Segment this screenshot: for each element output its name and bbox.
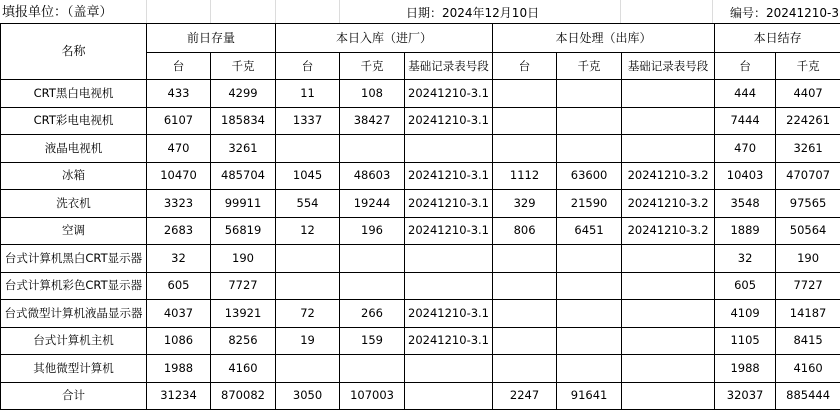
group-processed: 本日处理（出库） [493, 24, 715, 53]
table-cell: 554 [276, 190, 340, 218]
table-cell [622, 327, 715, 355]
table-cell: 20241210-3.1 [405, 162, 493, 190]
table-cell [493, 300, 557, 328]
table-cell [622, 245, 715, 273]
table-cell [340, 245, 405, 273]
table-cell: 20241210-3.2 [622, 190, 715, 218]
table-cell: 11 [276, 80, 340, 108]
table-cell: 4037 [147, 300, 211, 328]
table-cell [622, 300, 715, 328]
header-gridline [339, 0, 340, 23]
table-cell: 605 [147, 272, 211, 300]
table-cell: 196 [340, 217, 405, 245]
table-row [1, 107, 840, 135]
table-cell: 1988 [715, 355, 776, 383]
table-cell [557, 272, 622, 300]
table-row [1, 162, 840, 190]
item-name: 合计 [1, 382, 147, 410]
header-gridline [210, 0, 211, 23]
table-cell: 31234 [147, 382, 211, 410]
table-cell: 10403 [715, 162, 776, 190]
table-cell [405, 272, 493, 300]
table-cell: 13921 [211, 300, 276, 328]
table-cell: 4407 [776, 80, 840, 108]
table-row [1, 217, 840, 245]
table-cell [405, 245, 493, 273]
table-cell [622, 107, 715, 135]
table-cell: 14187 [776, 300, 840, 328]
table-cell: 433 [147, 80, 211, 108]
table-cell: 4109 [715, 300, 776, 328]
inventory-table [0, 23, 840, 410]
table-cell [557, 245, 622, 273]
table-cell [276, 355, 340, 383]
table-cell: 20241210-3.1 [405, 217, 493, 245]
table-cell: 1988 [147, 355, 211, 383]
table-cell: 485704 [211, 162, 276, 190]
group-previous-stock: 前日存量 [147, 24, 276, 53]
table-cell: 3323 [147, 190, 211, 218]
item-name: 台式微型计算机液晶显示器 [1, 300, 147, 328]
table-cell: 63600 [557, 162, 622, 190]
table-cell: 19 [276, 327, 340, 355]
subhead-record-range: 基础记录表号段 [622, 53, 715, 80]
table-cell: 4160 [776, 355, 840, 383]
table-cell: 20241210-3.1 [405, 107, 493, 135]
table-cell [405, 382, 493, 410]
table-cell: 806 [493, 217, 557, 245]
table-cell: 4299 [211, 80, 276, 108]
header-gridline [712, 0, 713, 23]
table-cell: 1337 [276, 107, 340, 135]
table-cell: 20241210-3.1 [405, 80, 493, 108]
item-name: 其他微型计算机 [1, 355, 147, 383]
table-cell: 190 [776, 245, 840, 273]
table-cell [276, 245, 340, 273]
table-cell: 885444 [776, 382, 840, 410]
item-name: 冰箱 [1, 162, 147, 190]
table-cell [622, 135, 715, 163]
item-name: 台式计算机黑白CRT显示器 [1, 245, 147, 273]
subhead-units: 台 [276, 53, 340, 80]
table-cell: 32 [715, 245, 776, 273]
table-cell: 7444 [715, 107, 776, 135]
header-gridline [275, 0, 276, 23]
table-cell [493, 355, 557, 383]
table-cell: 8415 [776, 327, 840, 355]
table-cell: 470 [715, 135, 776, 163]
table-cell: 329 [493, 190, 557, 218]
table-cell: 3050 [276, 382, 340, 410]
item-name: 空调 [1, 217, 147, 245]
table-cell: 7727 [776, 272, 840, 300]
table-cell: 20241210-3.1 [405, 327, 493, 355]
table-row [1, 272, 840, 300]
table-cell: 8256 [211, 327, 276, 355]
table-cell: 20241210-3.1 [405, 190, 493, 218]
table-cell: 32 [147, 245, 211, 273]
table-cell: 2247 [493, 382, 557, 410]
table-cell [557, 300, 622, 328]
table-cell: 56819 [211, 217, 276, 245]
table-cell: 38427 [340, 107, 405, 135]
table-cell: 870082 [211, 382, 276, 410]
table-cell: 107003 [340, 382, 405, 410]
table-row [1, 245, 840, 273]
table-cell: 444 [715, 80, 776, 108]
table-cell [493, 245, 557, 273]
table-cell: 50564 [776, 217, 840, 245]
item-name: 台式计算机彩色CRT显示器 [1, 272, 147, 300]
table-cell [557, 327, 622, 355]
table-cell [340, 272, 405, 300]
header-gridline [620, 0, 621, 23]
table-cell: 190 [211, 245, 276, 273]
table-cell: 1045 [276, 162, 340, 190]
table-cell: 1086 [147, 327, 211, 355]
table-cell [622, 272, 715, 300]
table-cell: 12 [276, 217, 340, 245]
table-cell: 91641 [557, 382, 622, 410]
table-row [1, 327, 840, 355]
table-cell [557, 107, 622, 135]
table-cell [557, 135, 622, 163]
table-cell: 605 [715, 272, 776, 300]
table-cell [493, 272, 557, 300]
table-cell [340, 135, 405, 163]
subhead-kg: 千克 [557, 53, 622, 80]
table-cell [493, 107, 557, 135]
subhead-units: 台 [715, 53, 776, 80]
table-cell: 224261 [776, 107, 840, 135]
table-cell: 21590 [557, 190, 622, 218]
header-row-groups [1, 24, 840, 53]
table-cell [276, 135, 340, 163]
group-closing-stock: 本日结存 [715, 24, 840, 53]
subhead-units: 台 [147, 53, 211, 80]
table-cell: 1105 [715, 327, 776, 355]
item-name: 台式计算机主机 [1, 327, 147, 355]
table-cell [405, 135, 493, 163]
table-cell: 7727 [211, 272, 276, 300]
table-cell: 20241210-3.2 [622, 217, 715, 245]
table-row [1, 80, 840, 108]
table-cell: 48603 [340, 162, 405, 190]
item-name: CRT黑白电视机 [1, 80, 147, 108]
item-name: CRT彩电电视机 [1, 107, 147, 135]
table-cell [493, 80, 557, 108]
table-cell [493, 327, 557, 355]
col-name-header: 名称 [1, 24, 147, 80]
table-cell: 3261 [776, 135, 840, 163]
table-cell [622, 80, 715, 108]
group-inbound: 本日入库（进厂） [276, 24, 493, 53]
reporting-unit-label: 填报单位：（盖章） [2, 5, 113, 20]
subhead-units: 台 [493, 53, 557, 80]
table-cell: 470 [147, 135, 211, 163]
table-cell: 4160 [211, 355, 276, 383]
subhead-record-range: 基础记录表号段 [405, 53, 493, 80]
table-cell: 10470 [147, 162, 211, 190]
table-cell [622, 382, 715, 410]
subhead-kg: 千克 [340, 53, 405, 80]
table-cell: 470707 [776, 162, 840, 190]
table-cell: 1889 [715, 217, 776, 245]
table-cell: 32037 [715, 382, 776, 410]
report-header [0, 0, 840, 24]
table-cell [493, 135, 557, 163]
report-number: 编号：20241210-3 [729, 6, 839, 20]
table-cell: 20241210-3.1 [405, 300, 493, 328]
table-cell [557, 355, 622, 383]
table-cell: 3548 [715, 190, 776, 218]
table-row [1, 135, 840, 163]
table-cell [276, 272, 340, 300]
table-cell: 99911 [211, 190, 276, 218]
subhead-kg: 千克 [776, 53, 840, 80]
item-name: 液晶电视机 [1, 135, 147, 163]
table-cell [340, 355, 405, 383]
subhead-kg: 千克 [211, 53, 276, 80]
table-cell: 6451 [557, 217, 622, 245]
header-gridline [146, 0, 147, 23]
table-cell: 108 [340, 80, 405, 108]
table-row [1, 382, 840, 410]
table-cell: 185834 [211, 107, 276, 135]
table-cell: 159 [340, 327, 405, 355]
table-cell: 97565 [776, 190, 840, 218]
table-cell [557, 80, 622, 108]
table-cell: 3261 [211, 135, 276, 163]
report-date: 日期：2024年12月10日 [406, 6, 540, 20]
table-cell: 266 [340, 300, 405, 328]
table-row [1, 190, 840, 218]
table-cell: 20241210-3.2 [622, 162, 715, 190]
table-row [1, 300, 840, 328]
table-cell [405, 355, 493, 383]
table-cell: 19244 [340, 190, 405, 218]
item-name: 洗衣机 [1, 190, 147, 218]
table-cell [622, 355, 715, 383]
table-cell: 72 [276, 300, 340, 328]
table-cell: 2683 [147, 217, 211, 245]
table-cell: 1112 [493, 162, 557, 190]
table-row [1, 355, 840, 383]
table-cell: 6107 [147, 107, 211, 135]
